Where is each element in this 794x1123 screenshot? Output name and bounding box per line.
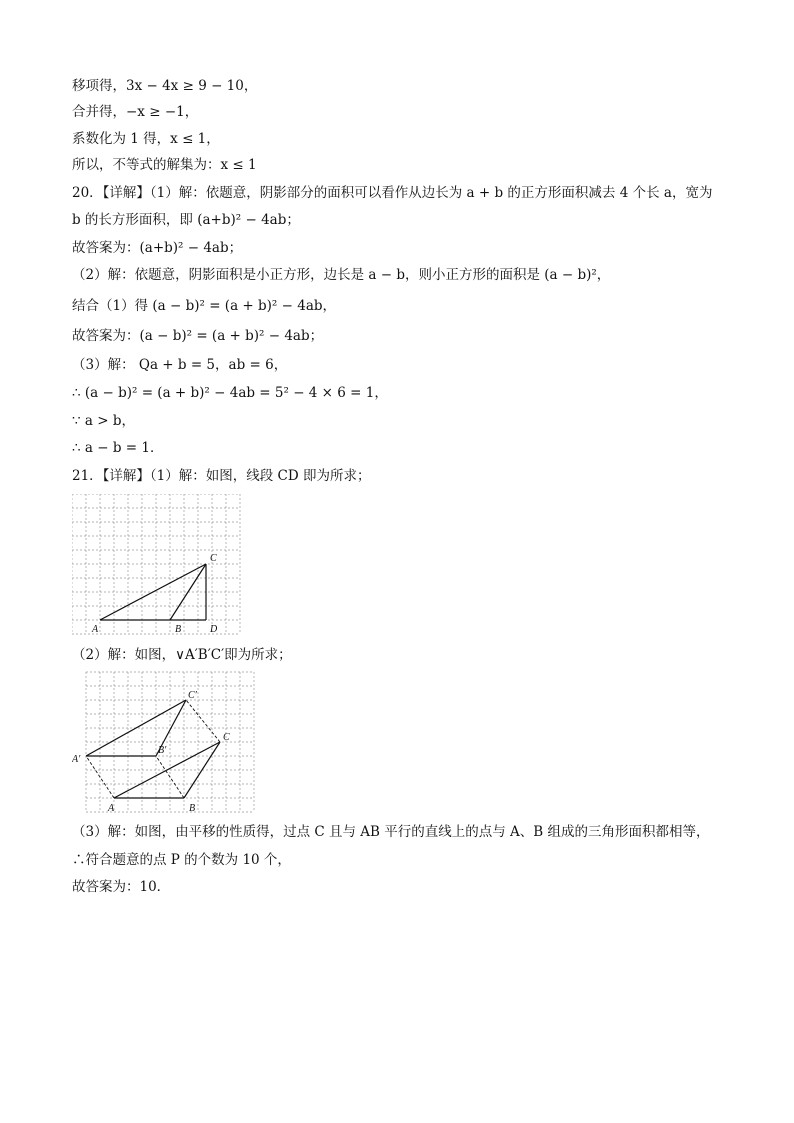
grid [72, 494, 240, 634]
text-line: （3）解： Qa + b = 5，ab = 6， [72, 357, 288, 373]
label-c1: C′ [188, 690, 197, 701]
text-line: （3）解：如图，由平移的性质得，过点 C 且与 AB 平行的直线上的点与 A、B 组成的三角形面积都相等， [72, 824, 710, 840]
segment-ac [114, 742, 220, 798]
text-line: 21．【详解】（1）解：如图，线段 CD 即为所求； [72, 468, 371, 484]
label-a1: A′ [72, 754, 81, 765]
label-b: B [189, 803, 196, 814]
label-a: A [92, 624, 99, 635]
figure-translation [72, 670, 262, 818]
label-a: A [108, 803, 115, 814]
text-line: 系数化为 1 得，x ≤ 1， [72, 131, 220, 147]
translation-line-c [186, 700, 220, 742]
text-line: ∵ a > b， [72, 413, 135, 429]
text-line: 故答案为：(a − b)² = (a + b)² − 4ab； [72, 328, 324, 344]
text-line: ∴符合题意的点 P 的个数为 10 个， [72, 852, 291, 868]
text-line: 所以，不等式的解集为：x ≤ 1 [72, 157, 257, 173]
label-b1: B′ [158, 745, 167, 756]
translation-line-b [156, 756, 184, 798]
figure-segment-cd [72, 494, 242, 636]
text-line: 合并得，−x ≥ −1， [72, 104, 199, 120]
text-line: （2）解：依题意，阴影面积是小正方形，边长是 a − b，则小正方形的面积是 (a − b)²， [72, 267, 611, 283]
text-line: 结合（1）得 (a − b)² = (a + b)² − 4ab， [72, 298, 337, 314]
label-b: B [175, 624, 182, 635]
segment-ac [100, 564, 206, 620]
text-line: ∴ a − b = 1． [72, 440, 164, 456]
text-line: （2）解：如图，∨A′B′C′即为所求； [72, 647, 292, 663]
translation-line-a [86, 756, 114, 798]
text-line: 移项得，3x − 4x ≥ 9 − 10， [72, 78, 258, 94]
text-line: b 的长方形面积，即 (a+b)² − 4ab； [72, 212, 300, 228]
label-d: D [210, 624, 218, 635]
text-line: 20．【详解】（1）解：依题意，阴影部分的面积可以看作从边长为 a + b 的正方形面积减去 4 个长 a，宽为 [72, 185, 713, 201]
text-line: ∴ (a − b)² = (a + b)² − 4ab = 5² − 4 × 6 = 1， [72, 385, 388, 401]
text-line: 故答案为：(a+b)² − 4ab； [72, 240, 243, 256]
label-c: C [223, 732, 230, 743]
label-c: C [210, 553, 217, 564]
text-line: 故答案为：10． [72, 879, 171, 895]
